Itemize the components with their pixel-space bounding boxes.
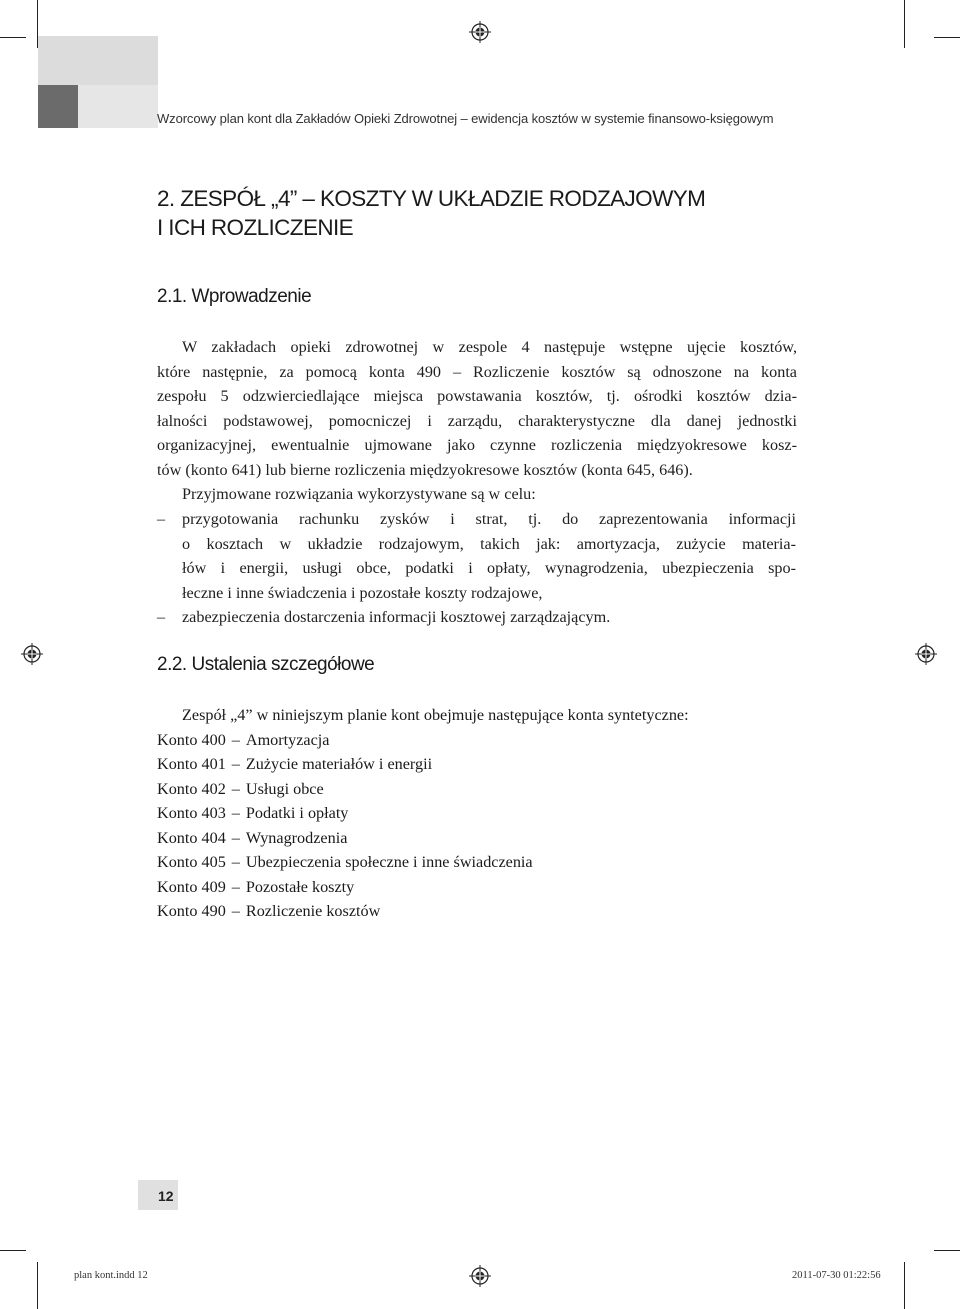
account-name: Ubezpieczenia społeczne i inne świadczenia — [245, 853, 533, 871]
paragraph-line: organizacyjnej, ewentualnie ujmowane jako czynne rozliczenia międzyokresowe kosz- — [157, 436, 797, 454]
account-number: Konto 402 — [157, 779, 226, 798]
account-name: Rozliczenie kosztów — [245, 902, 381, 920]
registration-mark-icon — [21, 643, 43, 665]
crop-mark — [0, 37, 26, 38]
chapter-title-line: I ICH ROZLICZENIE — [157, 215, 354, 240]
section-heading: 2.2. Ustalenia szczegółowe — [157, 654, 375, 675]
chapter-title — [157, 184, 705, 242]
account-dash: – — [231, 804, 240, 822]
account-list — [157, 703, 797, 924]
account-dash: – — [231, 877, 240, 896]
account-number: Konto 405 — [157, 853, 226, 871]
account-number: Konto 409 — [157, 877, 226, 896]
paragraph-line: tów (konto 641) lub bierne rozliczenia międzyokresowe kosztów (konta 645, 646). — [157, 460, 693, 479]
account-row — [157, 826, 797, 851]
slug-date: 2011-07-30 01:22:56 — [792, 1270, 881, 1281]
page-number: 12 — [158, 1188, 174, 1204]
list-dash: – — [157, 608, 166, 626]
list-item-line: łeczne i inne świadczenia i pozostałe koszty rodzajowe, — [182, 583, 543, 602]
crop-mark — [37, 0, 38, 48]
list-item — [157, 605, 797, 630]
paragraph-line: łalności podstawowej, pomocniczej i zarządu, charakterystyczne dla danej jednostki — [157, 411, 797, 430]
list-item-line: zabezpieczenia dostarczenia informacji kosztowej zarządzającym. — [182, 608, 611, 626]
list-item-line: łów i energii, usługi obce, podatki i opłaty, wynagrodzenia, ubezpieczenia spo- — [182, 559, 796, 577]
registration-mark-icon — [469, 1265, 491, 1287]
registration-mark-icon — [915, 643, 937, 665]
account-row — [157, 801, 797, 826]
account-number: Konto 404 — [157, 828, 226, 847]
account-rows — [157, 728, 797, 924]
account-row — [157, 752, 797, 777]
list-item-line: o kosztach w układzie rodzajowym, takich jak: amortyzacja, zużycie materia- — [182, 534, 796, 553]
section-heading: 2.1. Wprowadzenie — [157, 286, 312, 307]
slug-file: plan kont.indd 12 — [74, 1270, 148, 1281]
account-number: Konto 401 — [157, 755, 226, 773]
account-dash: – — [231, 828, 240, 847]
account-number: Konto 490 — [157, 902, 226, 920]
list-item — [157, 507, 797, 607]
crop-mark — [934, 37, 960, 38]
account-name: Podatki i opłaty — [245, 804, 349, 822]
list-dash: – — [157, 510, 166, 528]
account-row — [157, 875, 797, 900]
account-dash: – — [231, 779, 240, 798]
crop-mark — [904, 0, 905, 48]
account-intro: Zespół „4” w niniejszym planie kont obejmuje następujące konta syntetyczne: — [182, 706, 689, 724]
header-gray-block — [38, 36, 158, 85]
account-row — [157, 728, 797, 753]
paragraph-line: które następnie, za pomocą konta 490 – Rozliczenie kosztów są odnoszone na konta — [157, 362, 797, 381]
purpose-intro: Przyjmowane rozwiązania wykorzystywane są w celu: — [182, 485, 536, 503]
crop-mark — [37, 1262, 38, 1309]
account-number: Konto 403 — [157, 804, 226, 822]
header-dark-block — [38, 85, 78, 128]
crop-mark — [0, 1250, 26, 1251]
account-row — [157, 899, 797, 924]
list-item-line: przygotowania rachunku zysków i strat, tj. do zaprezentowania informacji — [182, 510, 796, 528]
account-dash: – — [231, 755, 240, 773]
account-row — [157, 850, 797, 875]
account-number: Konto 400 — [157, 730, 226, 749]
account-row — [157, 777, 797, 802]
registration-mark-icon — [469, 21, 491, 43]
chapter-title-line: 2. ZESPÓŁ „4” – KOSZTY W UKŁADZIE RODZAJOWYM — [157, 186, 706, 211]
paragraph-line: zespołu 5 odzwierciedlające miejsca powstawania kosztów, tj. ośrodki kosztów dzia- — [157, 387, 797, 405]
account-name: Usługi obce — [245, 779, 324, 798]
running-head: Wzorcowy plan kont dla Zakładów Opieki Zdrowotnej – ewidencja kosztów w systemie finansowo-księgowym — [157, 111, 774, 126]
account-name: Zużycie materiałów i energii — [245, 755, 433, 773]
header-gray-block-mid — [78, 85, 158, 128]
paragraph-line: W zakładach opieki zdrowotnej w zespole 4 następuje wstępne ujęcie kosztów, — [182, 338, 797, 356]
crop-mark — [934, 1250, 960, 1251]
account-name: Wynagrodzenia — [245, 828, 348, 847]
account-dash: – — [231, 902, 240, 920]
paragraph — [157, 335, 797, 507]
account-name: Pozostałe koszty — [245, 877, 355, 896]
account-dash: – — [231, 853, 240, 871]
account-name: Amortyzacja — [245, 730, 330, 749]
account-dash: – — [231, 730, 240, 749]
crop-mark — [904, 1262, 905, 1309]
